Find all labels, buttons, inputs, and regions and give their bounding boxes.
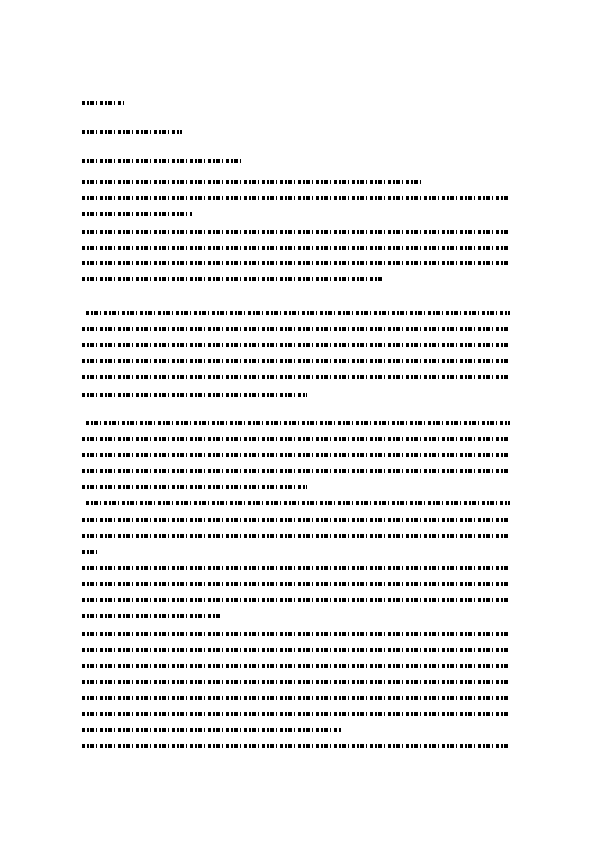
text-line — [82, 212, 192, 216]
header-line — [82, 101, 124, 105]
text-line — [82, 393, 307, 397]
text-line — [82, 180, 422, 184]
text-line — [82, 261, 510, 265]
text-line — [82, 277, 382, 281]
text-line — [82, 728, 342, 732]
text-line — [82, 453, 510, 457]
date-line — [82, 130, 182, 134]
text-line — [82, 375, 510, 379]
text-line — [82, 664, 510, 668]
text-line — [82, 327, 510, 331]
text-line — [82, 744, 510, 748]
text-line — [82, 614, 222, 618]
text-line — [82, 359, 510, 363]
text-line — [82, 485, 307, 489]
text-line — [82, 159, 242, 163]
text-line — [82, 534, 510, 538]
text-line — [82, 632, 510, 636]
text-line — [82, 550, 100, 554]
text-line — [82, 696, 510, 700]
text-line — [82, 566, 510, 570]
text-line — [82, 598, 510, 602]
text-line — [86, 311, 510, 315]
text-line — [82, 246, 510, 250]
text-line — [86, 421, 510, 425]
text-line — [82, 680, 510, 684]
text-line — [82, 582, 510, 586]
text-line — [82, 469, 510, 473]
text-line — [82, 437, 510, 441]
text-line — [82, 712, 510, 716]
text-line — [82, 230, 510, 234]
text-line — [86, 501, 510, 505]
text-line — [82, 518, 510, 522]
text-line — [82, 648, 510, 652]
text-line — [82, 343, 510, 347]
text-line — [82, 196, 510, 200]
